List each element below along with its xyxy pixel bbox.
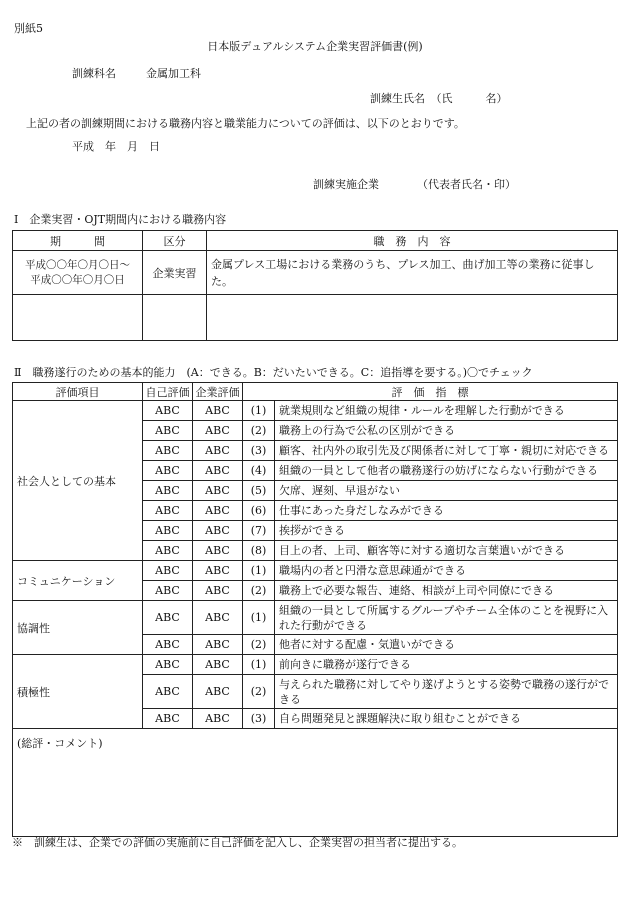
self-eval-cell: ABC [143,675,193,709]
company-eval-cell: ABC [193,709,243,729]
self-eval-cell: ABC [143,581,193,601]
indicator-number: (1) [243,601,275,635]
eval-item-category: 積極性 [13,655,143,729]
duties-table [12,230,618,341]
indicator-text: 就業規則など組織の規律・ルールを理解した行動ができる [275,401,618,421]
company-eval-cell: ABC [193,601,243,635]
indicator-number: (1) [243,561,275,581]
indicator-text: 組織の一員として所属するグループやチーム全体のことを視野に入れた行動ができる [275,601,618,635]
attachment-label: 別紙5 [14,22,43,35]
self-eval-cell: ABC [143,561,193,581]
company-label: 訓練実施企業 [313,178,379,191]
indicator-text: 与えられた職務に対してやり遂げようとする姿勢で職務の遂行ができる [275,675,618,709]
indicator-number: (6) [243,501,275,521]
date-line: 平成 年 月 日 [72,140,160,153]
eval-item-category: 社会人としての基本 [13,401,143,561]
empty-cell [13,295,143,341]
indicator-number: (2) [243,675,275,709]
company-eval-cell: ABC [193,561,243,581]
section2-heading: Ⅱ 職務遂行のための基本的能力 (A：できる。B：だいたいできる。C：追指導を要する。)〇でチェック [14,366,533,379]
self-eval-cell: ABC [143,501,193,521]
company-eval-cell: ABC [193,655,243,675]
period-start: 平成〇〇年〇月〇日～ [25,258,130,271]
self-eval-cell: ABC [143,481,193,501]
self-eval-cell: ABC [143,421,193,441]
self-eval-header: 自己評価 [143,383,193,401]
self-eval-cell: ABC [143,601,193,635]
self-eval-cell: ABC [143,401,193,421]
company-eval-cell: ABC [193,441,243,461]
category-header: 区分 [143,231,207,251]
indicator-text: 組織の一員として他者の職務遂行の妨げにならない行動ができる [275,461,618,481]
representative-label: （代表者氏名・印） [417,178,516,191]
indicator-number: (7) [243,521,275,541]
indicator-text: 他者に対する配慮・気遣いができる [275,635,618,655]
self-eval-cell: ABC [143,709,193,729]
company-eval-cell: ABC [193,581,243,601]
duties-header: 職 務 内 容 [207,231,618,251]
indicator-text: 前向きに職務が遂行できる [275,655,618,675]
trainee-name-label: 訓練生氏名 （氏 名） [370,92,508,105]
self-eval-cell: ABC [143,461,193,481]
indicator-text: 職務上で必要な報告、連絡、相談が上司や同僚にできる [275,581,618,601]
indicator-number: (2) [243,635,275,655]
course-value: 金属加工科 [146,67,201,80]
indicator-text: 欠席、遅刻、早退がない [275,481,618,501]
self-eval-cell: ABC [143,541,193,561]
indicator-number: (8) [243,541,275,561]
company-eval-cell: ABC [193,481,243,501]
course-label: 訓練科名 [72,67,116,80]
period-end: 平成〇〇年〇月〇日 [30,273,125,286]
company-eval-cell: ABC [193,675,243,709]
document-title: 日本版デュアルシステム企業実習評価書(例) [207,40,423,53]
category-cell: 企業実習 [143,251,207,295]
self-eval-cell: ABC [143,635,193,655]
indicator-header: 評 価 指 標 [243,383,618,401]
indicator-text: 目上の者、上司、顧客等に対する適切な言葉遣いができる [275,541,618,561]
indicator-number: (1) [243,655,275,675]
indicator-number: (3) [243,709,275,729]
company-eval-cell: ABC [193,635,243,655]
indicator-text: 仕事にあった身だしなみができる [275,501,618,521]
section1-heading: Ⅰ 企業実習・OJT期間内における職務内容 [14,213,227,226]
self-eval-cell: ABC [143,521,193,541]
eval-item-category: コミュニケーション [13,561,143,601]
self-eval-cell: ABC [143,441,193,461]
indicator-text: 職務上の行為で公私の区別ができる [275,421,618,441]
indicator-text: 挨拶ができる [275,521,618,541]
item-header: 評価項目 [13,383,143,401]
company-eval-cell: ABC [193,521,243,541]
company-eval-cell: ABC [193,401,243,421]
statement-text: 上記の者の訓練期間における職務内容と職業能力についての評価は、以下のとおりです。 [26,117,465,130]
indicator-number: (4) [243,461,275,481]
empty-cell [207,295,618,341]
period-header: 期 間 [13,231,143,251]
company-eval-cell: ABC [193,501,243,521]
company-eval-cell: ABC [193,461,243,481]
indicator-text: 顧客、社内外の取引先及び関係者に対して丁寧・親切に対応できる [275,441,618,461]
period-cell [13,251,143,295]
comment-label: (総評・コメント) [17,737,103,750]
indicator-number: (3) [243,441,275,461]
empty-cell [143,295,207,341]
indicator-number: (5) [243,481,275,501]
duties-cell: 金属プレス工場における業務のうち、プレス加工、曲げ加工等の業務に従事した。 [207,251,618,295]
eval-item-category: 協調性 [13,601,143,655]
indicator-text: 職場内の者と円滑な意思疎通ができる [275,561,618,581]
company-eval-cell: ABC [193,421,243,441]
company-eval-cell: ABC [193,541,243,561]
indicator-number: (2) [243,581,275,601]
comment-box [13,729,618,837]
indicator-number: (2) [243,421,275,441]
indicator-text: 自ら問題発見と課題解決に取り組むことができる [275,709,618,729]
footnote: ※ 訓練生は、企業での評価の実施前に自己評価を記入し、企業実習の担当者に提出する。 [12,836,463,849]
indicator-number: (1) [243,401,275,421]
company-eval-header: 企業評価 [193,383,243,401]
self-eval-cell: ABC [143,655,193,675]
ability-table [12,382,618,837]
